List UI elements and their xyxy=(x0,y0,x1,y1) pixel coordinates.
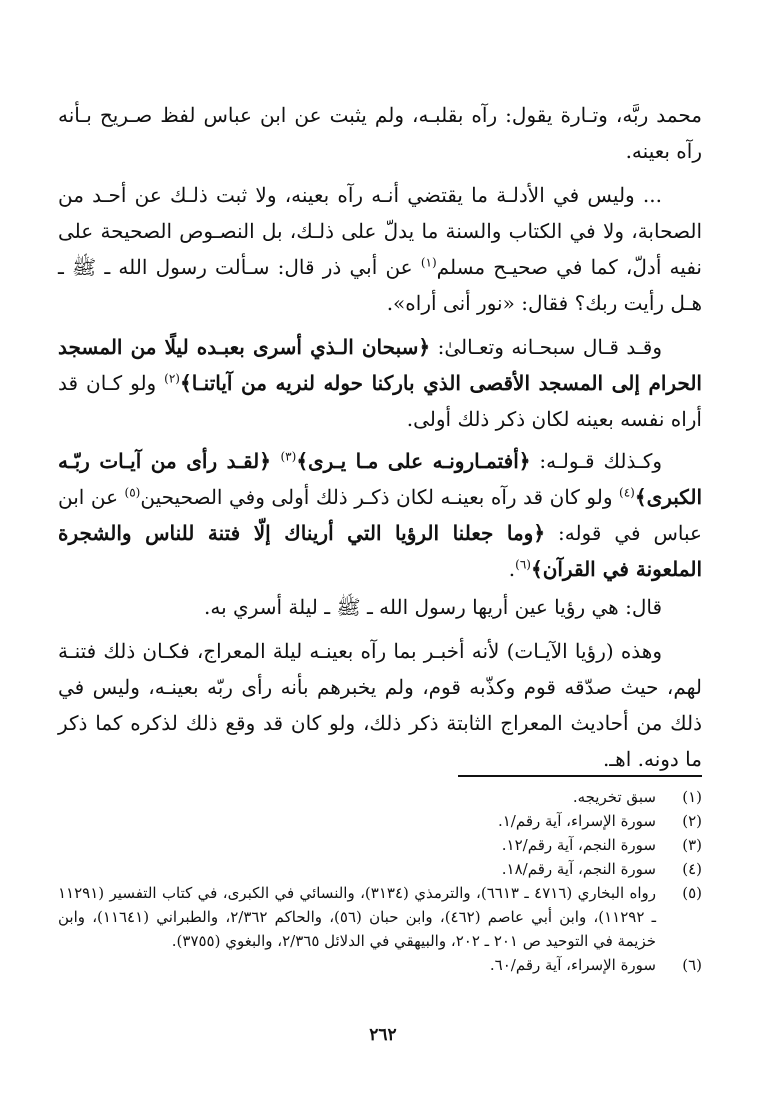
paragraph-4-end: . xyxy=(508,557,516,581)
footnote-number: (٢) xyxy=(682,812,702,830)
paragraph-4 xyxy=(58,443,702,587)
paragraph-3-continuation: ولو كـان قد أراه نفسه بعينه لكان ذكر ذلك أولى. xyxy=(58,371,702,431)
footnote-ref-5[interactable]: (٥) xyxy=(124,485,141,500)
footnote-ref-1[interactable]: (١) xyxy=(420,255,437,270)
footnote-text: سورة الإسراء، آية رقم/١. xyxy=(497,812,656,830)
paragraph-3-intro: وقـد قـال سبحـانه وتعـالىٰ: xyxy=(430,335,662,359)
footnote-number: (٤) xyxy=(682,860,702,878)
footnote-ref-6[interactable]: (٦) xyxy=(515,557,531,572)
footnote-item xyxy=(58,809,702,833)
footnote-text: رواه البخاري (٤٧١٦ ـ ٦٦١٣)، والترمذي (٣١٣٤)، والنسائي في الكبرى، في كتاب التفسير (١١٢٩١ ـ ١١٢٩٢)، وابن أبي عاصم (٤٦٢)، وابن حبان (٥٦)، والحاكم ٢/٣٦٢، والطبراني (١١٦٤١)، وابن خزيمة في التوحيد ص ٢٠١ ـ ٢٠٢، والبيهقي في الدلائل ٢/٣٦٥، والبغوي (٣٧٥٥). xyxy=(58,884,656,950)
footnote-number: (٥) xyxy=(682,884,702,902)
quran-quote-isra-60: ﴿وما جعلنا الرؤيا التي أريناك إلّا فتنة للناس والشجرة الملعونة في القرآن﴾ xyxy=(58,521,702,581)
footnote-ref-3[interactable]: (٣) xyxy=(280,449,297,464)
footnote-ref-2[interactable]: (٢) xyxy=(164,371,180,386)
paragraph-1-text: محمد ربَّه، وتـارة يقول: رآه بقلبـه، ولم يثبت عن ابن عباس لفظ صـريح بـأنه رآه بعينه. xyxy=(58,103,702,163)
footnote-item xyxy=(58,785,702,809)
page-number: ٢٦٢ xyxy=(369,1025,397,1045)
footnote-item xyxy=(58,833,702,857)
paragraph-3 xyxy=(58,329,702,437)
footnotes xyxy=(58,785,702,977)
paragraph-6-text: وهذه (رؤيا الآيـات) لأنه أخبـر بما رآه بعينـه ليلة المعراج، فكـان ذلك فتنـة لهم، حيث صدّقه قوم وكذّبه قوم، ولم يخبرهم بأنه رأى ربّه بعينـه، وليس في ذلك من أحاديث المعراج الثابتة ذكر ذلك، ولو كان قد وقع ذلك لذكره كما ذكر ما دونه. اهـ. xyxy=(58,639,702,771)
paragraph-4-text: ولو كان قد رآه بعينـه لكان ذكـر ذلك أولى وفي الصحيحين xyxy=(140,485,620,509)
paragraph-1 xyxy=(58,97,702,169)
footnote-text: سبق تخريجه. xyxy=(572,788,656,806)
paragraph-4-intro: وكـذلك قـولـه: xyxy=(530,449,663,473)
footnote-number: (١) xyxy=(682,788,702,806)
footnote-item xyxy=(58,953,702,977)
quran-quote-najm-18: ﴿لقـد رأى من آيـات ربّـه الكبرى﴾ xyxy=(58,449,702,509)
paragraph-2 xyxy=(58,177,702,321)
footnote-divider xyxy=(458,775,702,777)
paragraph-5 xyxy=(58,589,702,625)
paragraph-6 xyxy=(58,633,702,777)
footnote-text: سورة النجم، آية رقم/١٢. xyxy=(501,836,656,854)
footnote-item xyxy=(58,857,702,881)
footnote-text: سورة الإسراء، آية رقم/٦٠. xyxy=(489,956,656,974)
paragraph-4-text-2: عن ابن عباس في قوله: xyxy=(58,485,702,545)
quran-quote-isra-1: ﴿سبحان الـذي أسرى بعبـده ليلًا من المسجد الحرام إلى المسجد الأقصى الذي باركنا حوله لنريه من آياتنـا﴾ xyxy=(58,335,702,395)
paragraph-2-text: ... وليس في الأدلـة ما يقتضي أنـه رآه بعينه، ولا ثبت ذلـك عن أحـد من الصحابة، ولا في الكتاب والسنة ما يدلّ على ذلـك، بل النصـوص الصحيحة على نفيه أدلّ، كما في صحيـح مسلم xyxy=(58,183,703,279)
quran-quote-najm-12: ﴿أفتمـارونـه على مـا يـرى﴾ xyxy=(296,449,531,473)
footnote-item xyxy=(58,881,702,953)
footnote-ref-4[interactable]: (٤) xyxy=(619,485,635,500)
paragraph-2-continuation: عن أبي ذر قال: سـألت رسول الله ـ ﷺ ـ هـل رأيت ربك؟ فقال: «نور أنى أراه». xyxy=(58,255,702,315)
footnote-number: (٦) xyxy=(682,956,702,974)
footnote-number: (٣) xyxy=(682,836,702,854)
footnote-text: سورة النجم، آية رقم/١٨. xyxy=(501,860,656,878)
paragraph-5-text: قال: هي رؤيا عين أريها رسول الله ـ ﷺ ـ ليلة أسري به. xyxy=(204,595,662,619)
